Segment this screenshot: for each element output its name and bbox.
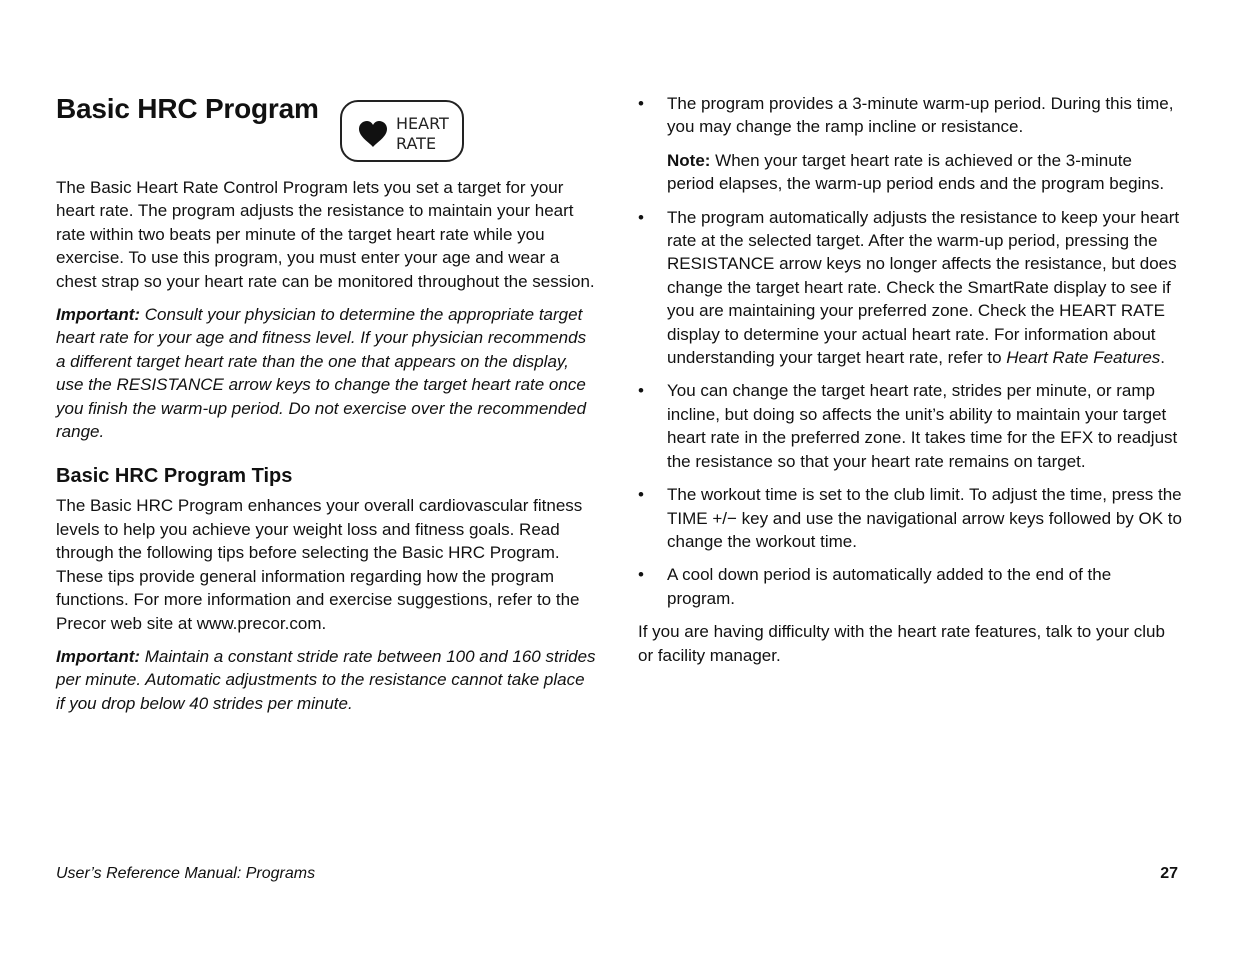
bullet-text-2-end: . bbox=[1160, 348, 1166, 368]
bullet-text-3: You can change the target heart rate, strides per minute, or ramp incline, but doing so affects the unit’s ability to maintain your target heart rate in the preferred zone. It takes time for the EFX to readjust the resistance so that your heart rate remains on target. bbox=[667, 381, 1178, 471]
list-item bbox=[638, 379, 1183, 473]
note-text: When your target heart rate is achieved or the 3-minute period elapses, the warm-up period ends and the program begins. bbox=[667, 150, 1165, 194]
list-item bbox=[638, 206, 1183, 370]
heart-rate-features-reference: Heart Rate Features bbox=[1006, 348, 1161, 368]
bullet-icon: • bbox=[638, 94, 644, 113]
tips-heading: Basic HRC Program Tips bbox=[56, 465, 293, 488]
badge-line-1: HEART bbox=[396, 114, 449, 133]
warmup-note bbox=[667, 149, 1183, 196]
list-item bbox=[638, 563, 1183, 610]
bullet-text-1: The program provides a 3-minute warm-up period. During this time, you may change the ramp incline or resistance. bbox=[667, 94, 1174, 137]
badge-line-2: RATE bbox=[396, 134, 437, 153]
bullet-icon: • bbox=[638, 207, 644, 227]
left-column bbox=[56, 92, 596, 725]
important-label-2: Important: bbox=[56, 646, 141, 666]
badge-label bbox=[396, 114, 449, 154]
title-row bbox=[56, 92, 596, 176]
tips-intro-paragraph: The Basic HRC Program enhances your overall cardiovascular fitness levels to help you achieve your weight loss and fitness goals. Read through the following tips before selecting the Basic HRC Program. These tips provide general information regarding how the program functions. For more information and exercise suggestions, refer to the Precor web site at www.precor.com. bbox=[56, 496, 583, 633]
important-note-1 bbox=[56, 303, 596, 443]
bullet-text-2: The program automatically adjusts the resistance to keep your heart rate at the selected target. After the warm-up period, pressing the RESISTANCE arrow keys no longer affects the resistance, but does change the target heart rate. Check the SmartRate display to see if you are maintaining your preferred zone. Check the HEART RATE display to determine your actual heart rate. For information about understanding your target heart rate, refer to bbox=[667, 207, 1180, 368]
bullet-icon: • bbox=[638, 485, 644, 505]
tips-list bbox=[638, 92, 1183, 610]
bullet-icon: • bbox=[638, 565, 644, 585]
bullet-text-4: The workout time is set to the club limit. To adjust the time, press the TIME +/− key and use the navigational arrow keys followed by OK to change the workout time. bbox=[667, 485, 1182, 551]
page-number: 27 bbox=[1160, 865, 1178, 882]
footer-manual-title: User’s Reference Manual: Programs bbox=[56, 865, 316, 882]
heart-rate-badge bbox=[340, 100, 464, 162]
note-label: Note: bbox=[667, 150, 711, 170]
list-item bbox=[638, 92, 1183, 196]
bullet-text-5: A cool down period is automatically added to the end of the program. bbox=[667, 565, 1112, 608]
right-column bbox=[638, 92, 1183, 677]
bullet-icon: • bbox=[638, 381, 644, 401]
important-label-1: Important: bbox=[56, 305, 141, 325]
intro-paragraph: The Basic Heart Rate Control Program lets you set a target for your heart rate. The program adjusts the resistance to maintain your heart rate within two beats per minute of the target heart rate while you exercise. To use this program, you must enter your age and wear a chest strap so your heart rate can be monitored throughout the session. bbox=[56, 178, 595, 291]
important-text-1: Consult your physician to determine the appropriate target heart rate for your age and fitness level. If your physician recommends a different target heart rate than the one that appears on the display, use the RESISTANCE arrow keys to change the target heart rate once you finish the warm-up period. Do not exercise over the recommended range. bbox=[56, 305, 587, 442]
list-item bbox=[638, 483, 1183, 553]
closing-paragraph: If you are having difficulty with the heart rate features, talk to your club or facility manager. bbox=[638, 622, 1165, 665]
page-title: Basic HRC Program bbox=[56, 93, 319, 124]
heart-icon bbox=[358, 120, 388, 148]
important-text-2: Maintain a constant stride rate between 100 and 160 strides per minute. Automatic adjustments to the resistance cannot take place if you drop below 40 strides per minute. bbox=[56, 646, 596, 713]
important-note-2 bbox=[56, 645, 596, 715]
